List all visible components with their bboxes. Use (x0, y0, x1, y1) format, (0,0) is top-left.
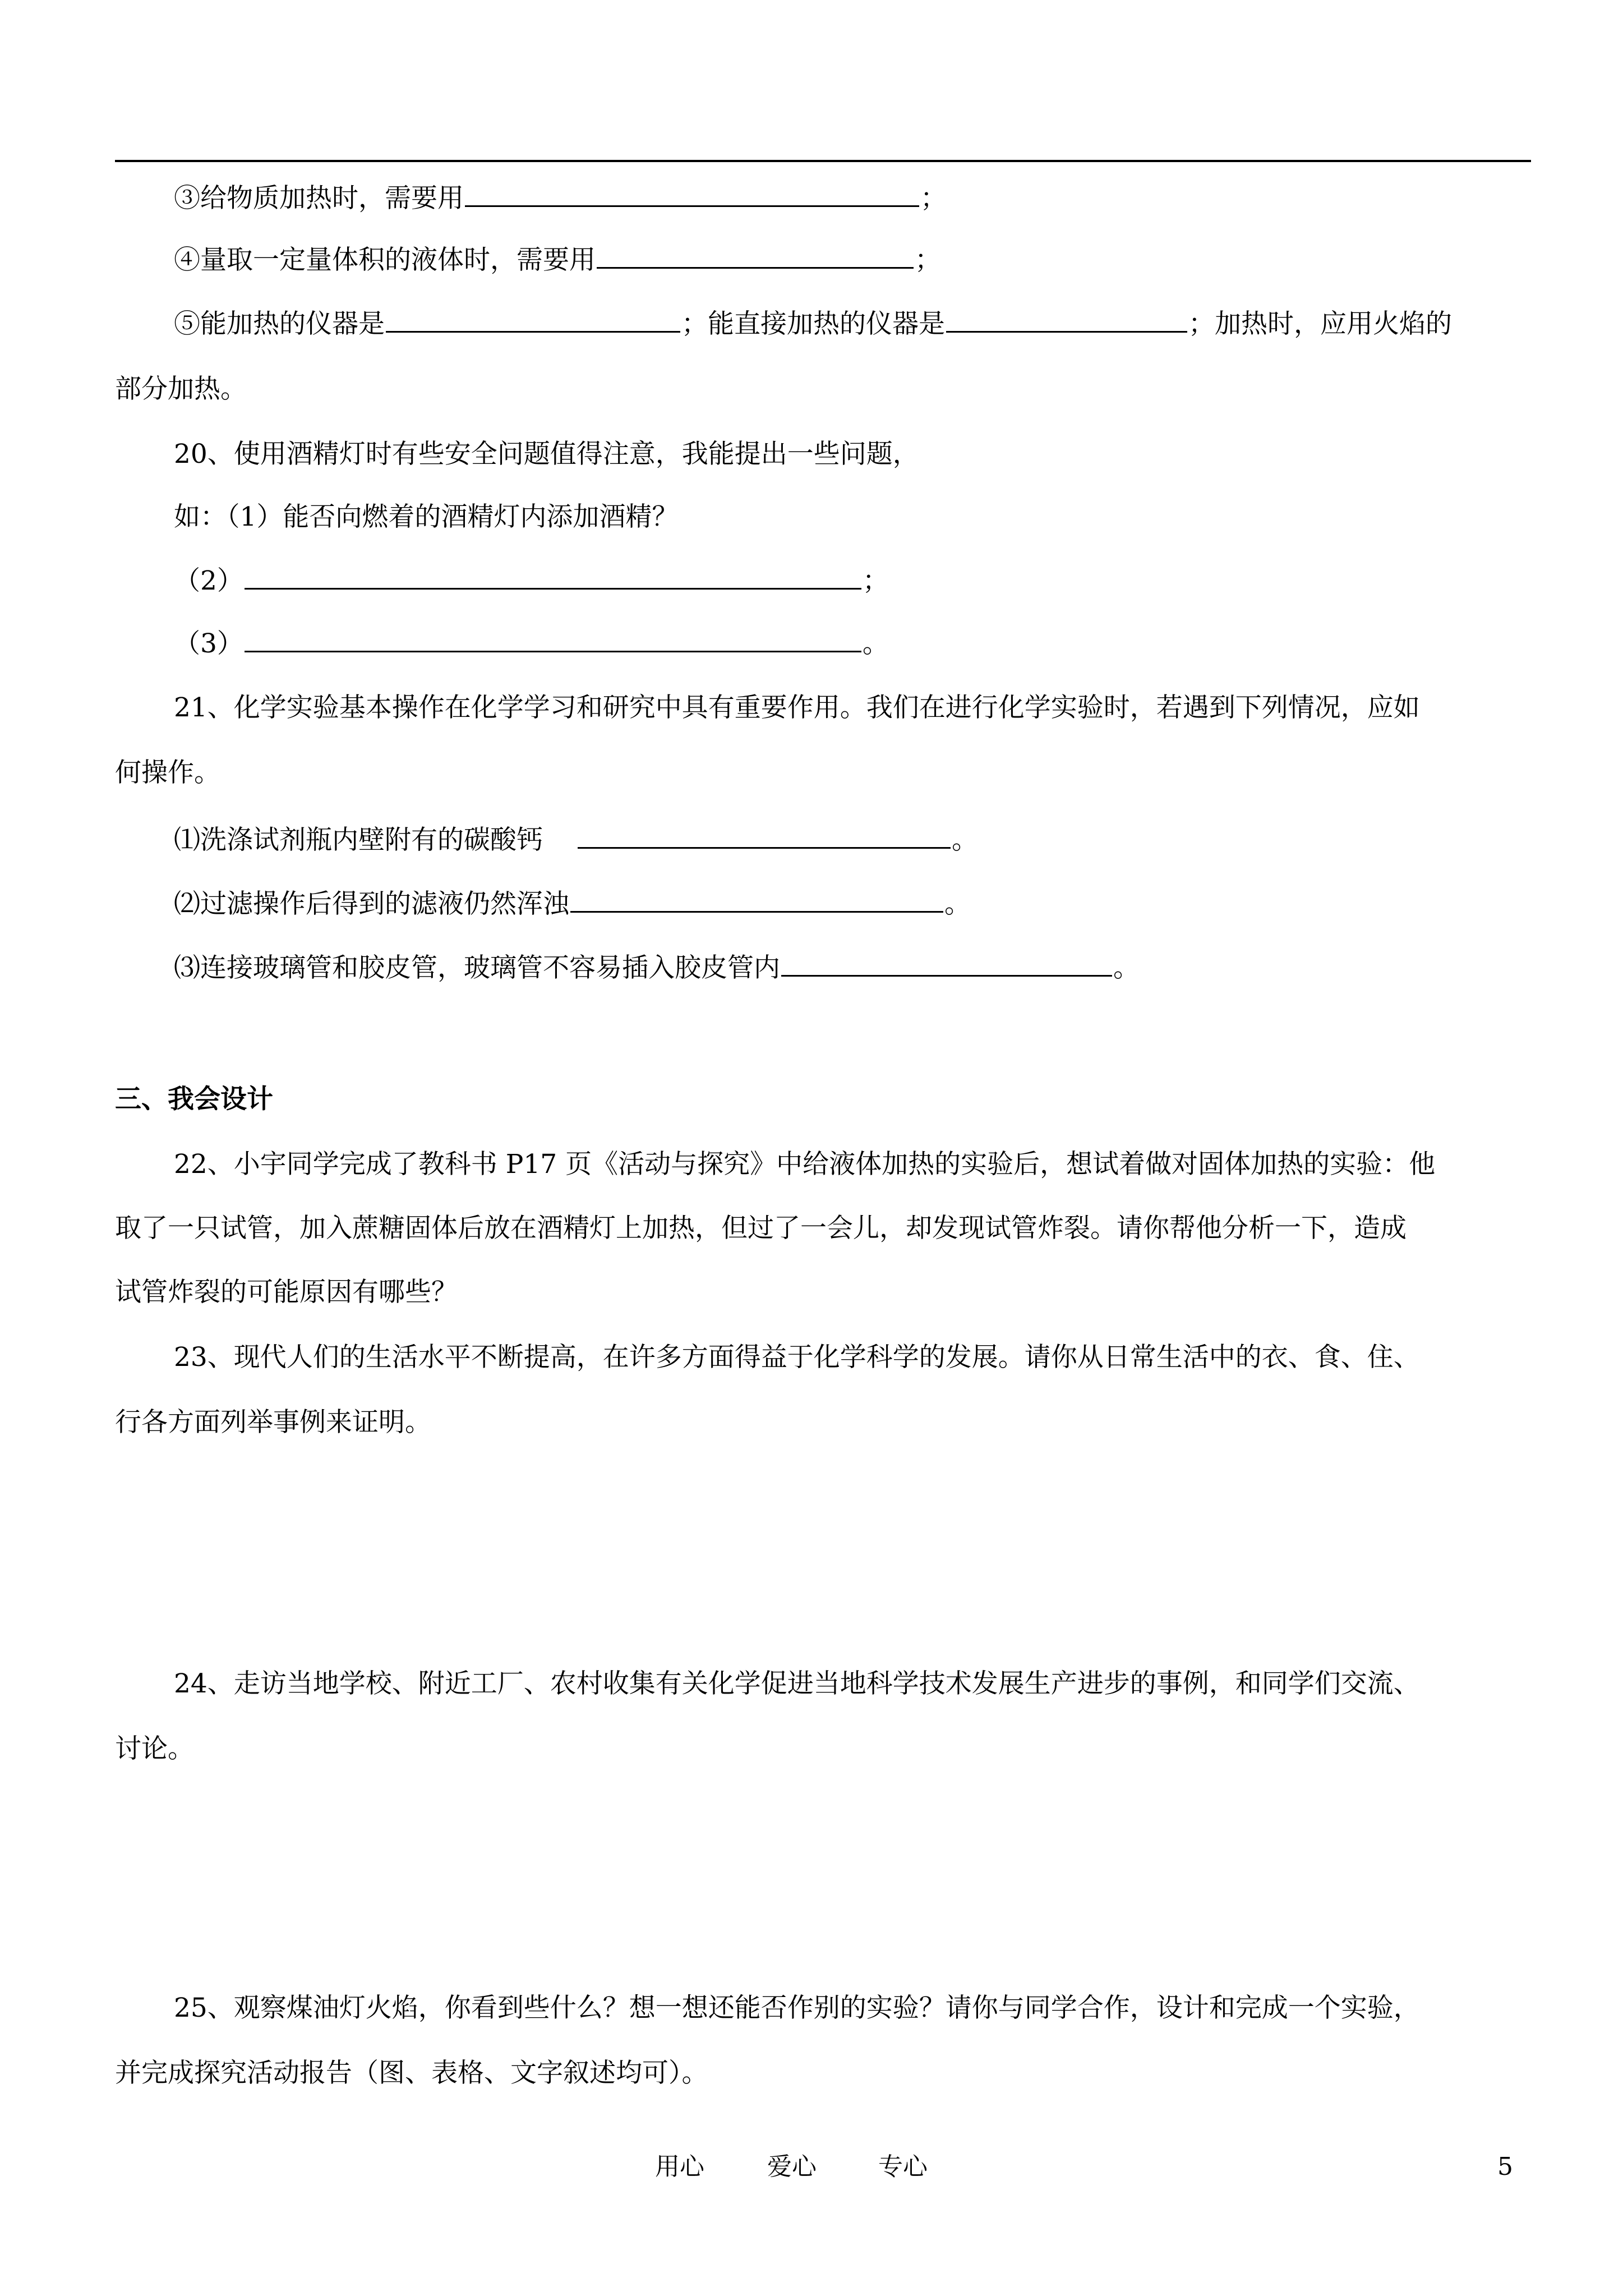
q20-p3: （3） 。 (115, 626, 1590, 661)
q19-item4-text: ④量取一定量体积的液体时，需要用 (174, 245, 596, 275)
q19-item5-blank2[interactable] (946, 306, 1187, 333)
q19-item3-text: ③给物质加热时，需要用 (174, 183, 464, 214)
q22-line3: 试管炸裂的可能原因有哪些？ (115, 1277, 458, 1308)
q19-item3-blank[interactable] (465, 181, 919, 207)
q19-item3: ③给物质加热时，需要用 ； (115, 181, 1590, 215)
q19-item4-blank[interactable] (597, 242, 914, 269)
footer-motto-2: 爱心 (767, 2152, 817, 2181)
q20-p2: （2） ； (115, 563, 1590, 598)
q25-line1: 25、观察煤油灯火焰，你看到些什么？想一想还能否作别的实验？请你与同学合作，设计和完成一个实验， (174, 1993, 1420, 2023)
q24-line2: 讨论。 (115, 1733, 194, 1764)
q21-item3: ⑶连接玻璃管和胶皮管，玻璃管不容易插入胶皮管内 。 (115, 950, 1590, 985)
header-rule (115, 160, 1531, 162)
q21-item1: ⑴洗涤试剂瓶内壁附有的碳酸钙 。 (115, 822, 1590, 857)
q21-stem-line1: 21、化学实验基本操作在化学学习和研究中具有重要作用。我们在进行化学实验时，若遇到下列情况，应如 (174, 692, 1420, 723)
page-number: 5 (1497, 2152, 1513, 2181)
q19-item5-cont: 部分加热。 (115, 374, 247, 404)
q20-stem: 20、使用酒精灯时有些安全问题值得注意，我能提出一些问题， (174, 439, 919, 470)
q22-line2: 取了一只试管，加入蔗糖固体后放在酒精灯上加热，但过了一会儿，却发现试管炸裂。请你帮他分析一下，造成 (115, 1213, 1407, 1244)
q19-item5-blank1[interactable] (386, 306, 680, 333)
q21-item2-blank[interactable] (570, 886, 943, 913)
q20-example: 如：（1）能否向燃着的酒精灯内添加酒精？ (174, 501, 679, 532)
q21-stem-line2: 何操作。 (115, 757, 220, 788)
q25-line2: 并完成探究活动报告（图、表格、文字叙述均可）。 (115, 2058, 708, 2088)
q21-item3-blank[interactable] (781, 950, 1112, 977)
q21-item1-blank[interactable] (578, 822, 951, 849)
footer-motto-3: 专心 (878, 2152, 928, 2181)
q19-item5: ⑤能加热的仪器是 ；能直接加热的仪器是 ；加热时，应用火焰的 (115, 306, 1590, 341)
q20-p2-blank[interactable] (245, 563, 861, 590)
section-heading: 三、我会设计 (115, 1084, 273, 1115)
q19-item4: ④量取一定量体积的液体时，需要用 ； (115, 242, 1590, 277)
q22-line1: 22、小宇同学完成了教科书 P17 页《活动与探究》中给液体加热的实验后，想试着做对固体加热的实验：他 (174, 1149, 1436, 1180)
q20-p3-blank[interactable] (245, 626, 861, 652)
footer-motto-1: 用心 (655, 2152, 704, 2181)
q24-line1: 24、走访当地学校、附近工厂、农村收集有关化学促进当地科学技术发展生产进步的事例，和同学们交流、 (174, 1668, 1420, 1699)
q23-line2: 行各方面列举事例来证明。 (115, 1407, 431, 1438)
q23-line1: 23、现代人们的生活水平不断提高，在许多方面得益于化学科学的发展。请你从日常生活中的衣、食、住、 (174, 1342, 1420, 1373)
q21-item2: ⑵过滤操作后得到的滤液仍然浑浊 。 (115, 886, 1590, 921)
